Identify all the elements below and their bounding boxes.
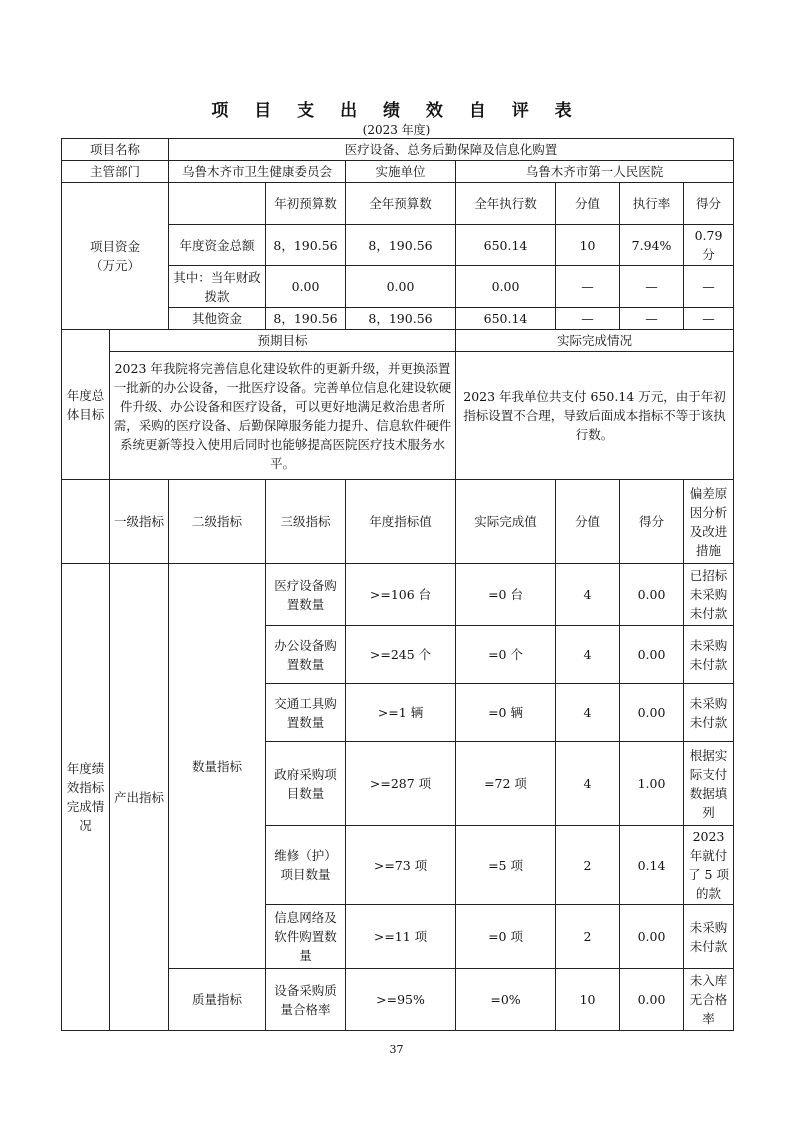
goals-section-label: 年度总体目标 (62, 330, 110, 480)
target-value: >=73 项 (346, 826, 456, 905)
level2-indicator: 数量指标 (169, 564, 266, 969)
target-value: >=1 辆 (346, 684, 456, 742)
level3-indicator: 政府采购项目数量 (266, 742, 346, 826)
deviation-reason: 2023 年就付了 5 项的款 (684, 826, 734, 905)
deviation-reason: 已招标未采购未付款 (684, 564, 734, 626)
expected-goal-label: 预期目标 (110, 330, 456, 352)
actual-goal-label: 实际完成情况 (456, 330, 734, 352)
project-name-value: 医疗设备、总务后勤保障及信息化购置 (169, 139, 734, 161)
impl-label: 实施单位 (346, 161, 456, 183)
funds-header: 得分 (684, 183, 734, 225)
indicator-header: 分值 (556, 480, 620, 564)
funds-cell: — (684, 266, 734, 308)
indicator-header: 实际完成值 (456, 480, 556, 564)
target-value: >=245 个 (346, 626, 456, 684)
funds-cell: 10 (556, 225, 620, 266)
indicator-header: 一级指标 (110, 480, 169, 564)
target-value: >=106 台 (346, 564, 456, 626)
score-value: 4 (556, 742, 620, 826)
funds-cell: 0.00 (456, 266, 556, 308)
level1-indicator: 产出指标 (110, 564, 169, 1031)
funds-row-label: 其中：当年财政拨款 (169, 266, 266, 308)
funds-cell: 8，190.56 (346, 225, 456, 266)
score: 0.00 (620, 905, 684, 969)
score-value: 4 (556, 564, 620, 626)
level3-indicator: 信息网络及软件购置数量 (266, 905, 346, 969)
funds-header: 全年预算数 (346, 183, 456, 225)
funds-row-label: 其他资金 (169, 308, 266, 330)
funds-row-label: 年度资金总额 (169, 225, 266, 266)
actual-value: =72 项 (456, 742, 556, 826)
funds-cell: — (556, 266, 620, 308)
score: 0.00 (620, 626, 684, 684)
score: 0.00 (620, 684, 684, 742)
funds-cell: 8，190.56 (346, 308, 456, 330)
level3-indicator: 设备采购质量合格率 (266, 969, 346, 1031)
funds-cell: 0.79 分 (684, 225, 734, 266)
funds-header: 全年执行数 (456, 183, 556, 225)
actual-value: =0 项 (456, 905, 556, 969)
indicator-header: 年度指标值 (346, 480, 456, 564)
deviation-reason: 未采购未付款 (684, 684, 734, 742)
funds-cell: 650.14 (456, 225, 556, 266)
funds-cell: 650.14 (456, 308, 556, 330)
funds-cell: — (556, 308, 620, 330)
page-number: 37 (389, 1043, 404, 1056)
indicator-header: 三级指标 (266, 480, 346, 564)
page-subtitle: (2023 年度) (362, 123, 431, 137)
deviation-reason: 未入库无合格率 (684, 969, 734, 1031)
funds-cell: — (620, 308, 684, 330)
dept-label: 主管部门 (62, 161, 169, 183)
funds-cell: 0.00 (346, 266, 456, 308)
funds-header: 分值 (556, 183, 620, 225)
expected-goal-text: 2023 年我院将完善信息化建设软件的更新升级，并更换添置一批新的办公设备，一批医疗设备。完善单位信息化建设软硬件升级、办公设备和医疗设备，可以更好地满足救治患者所需，采购的医疗设备、后勤保障服务能力提升、信息软件硬件系统更新等投入使用后同时也能够提高医院医疗技术服务水平。 (110, 352, 456, 480)
actual-value: =0 台 (456, 564, 556, 626)
dept-value: 乌鲁木齐市卫生健康委员会 (169, 161, 346, 183)
score: 0.00 (620, 969, 684, 1031)
funds-header: 执行率 (620, 183, 684, 225)
score-value: 2 (556, 905, 620, 969)
actual-value: =0 辆 (456, 684, 556, 742)
indicator-header: 得分 (620, 480, 684, 564)
score-value: 10 (556, 969, 620, 1031)
actual-value: =0 个 (456, 626, 556, 684)
funds-corner (169, 183, 266, 225)
actual-goal-text: 2023 年我单位共支付 650.14 万元，由于年初指标设置不合理，导致后面成本指标不等于该执行数。 (456, 352, 734, 480)
level3-indicator: 交通工具购置数量 (266, 684, 346, 742)
target-value: >=287 项 (346, 742, 456, 826)
funds-cell: 0.00 (266, 266, 346, 308)
level3-indicator: 维修（护）项目数量 (266, 826, 346, 905)
funds-header: 年初预算数 (266, 183, 346, 225)
evaluation-table (61, 138, 734, 1031)
indicator-header: 二级指标 (169, 480, 266, 564)
score: 0.14 (620, 826, 684, 905)
target-value: >=95% (346, 969, 456, 1031)
actual-value: =0% (456, 969, 556, 1031)
indicators-section-label: 年度绩效指标完成情况 (62, 564, 110, 1031)
funds-cell: — (620, 266, 684, 308)
target-value: >=11 项 (346, 905, 456, 969)
deviation-reason: 未采购未付款 (684, 626, 734, 684)
funds-cell: 8，190.56 (266, 308, 346, 330)
project-name-label: 项目名称 (62, 139, 169, 161)
deviation-reason: 根据实际支付数据填列 (684, 742, 734, 826)
level3-indicator: 医疗设备购置数量 (266, 564, 346, 626)
score: 1.00 (620, 742, 684, 826)
deviation-reason: 未采购未付款 (684, 905, 734, 969)
level2-indicator: 质量指标 (169, 969, 266, 1031)
score-value: 4 (556, 684, 620, 742)
level3-indicator: 办公设备购置数量 (266, 626, 346, 684)
funds-cell: — (684, 308, 734, 330)
indicator-corner (62, 480, 110, 564)
actual-value: =5 项 (456, 826, 556, 905)
score-value: 4 (556, 626, 620, 684)
funds-section-label: 项目资金 （万元） (62, 183, 169, 330)
score-value: 2 (556, 826, 620, 905)
impl-value: 乌鲁木齐市第一人民医院 (456, 161, 734, 183)
indicator-header: 偏差原因分析及改进措施 (684, 480, 734, 564)
page-title: 项 目 支 出 绩 效 自 评 表 (211, 101, 582, 121)
funds-cell: 7.94% (620, 225, 684, 266)
score: 0.00 (620, 564, 684, 626)
funds-cell: 8，190.56 (266, 225, 346, 266)
